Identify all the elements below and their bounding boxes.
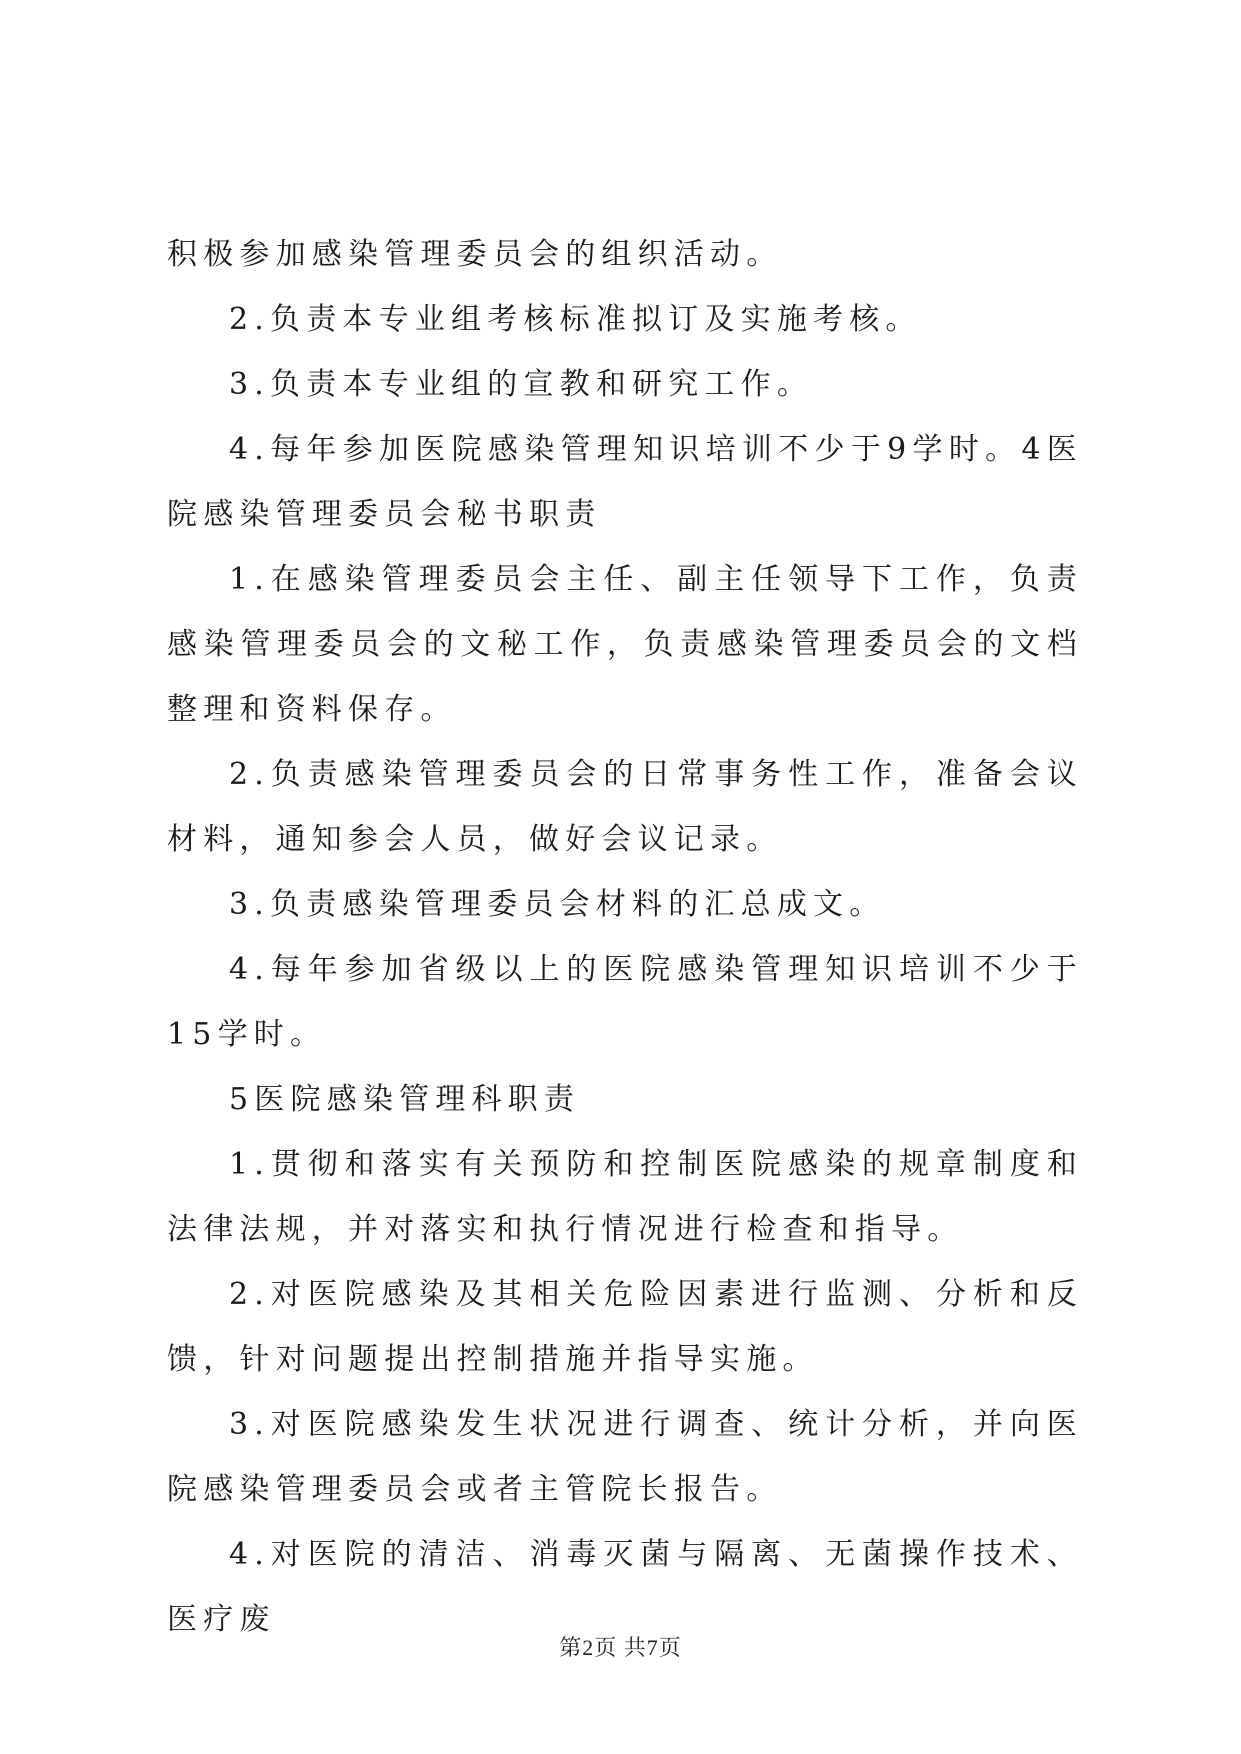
paragraph-5: 1.在感染管理委员会主任、副主任领导下工作，负责感染管理委员会的文秘工作，负责感染管理委员会的文档整理和资料保存。 <box>167 562 1083 727</box>
paragraph-2: 2.负责本专业组考核标准拟订及实施考核。 <box>229 302 922 337</box>
paragraph-11: 2.对医院感染及其相关危险因素进行监测、分析和反馈，针对问题提出控制措施并指导实施。 <box>167 1277 1083 1377</box>
paragraph-10: 1.贯彻和落实有关预防和控制医院感染的规章制度和法律法规，并对落实和执行情况进行检查和指导。 <box>167 1147 1083 1247</box>
paragraph-6: 2.负责感染管理委员会的日常事务性工作，准备会议材料，通知参会人员，做好会议记录。 <box>167 757 1083 857</box>
page-footer <box>0 1633 1241 1663</box>
paragraph-4: 4.每年参加医院感染管理知识培训不少于9学时。4医院感染管理委员会秘书职责 <box>167 432 1083 532</box>
document-body <box>167 222 1083 1652</box>
paragraph-13: 4.对医院的清洁、消毒灭菌与隔离、无菌操作技术、医疗废 <box>167 1537 1083 1637</box>
paragraph-3: 3.负责本专业组的宣教和研究工作。 <box>229 367 814 402</box>
paragraph-1: 积极参加感染管理委员会的组织活动。 <box>167 237 783 272</box>
paragraph-8: 4.每年参加省级以上的医院感染管理知识培训不少于15学时。 <box>167 952 1083 1052</box>
paragraph-7: 3.负责感染管理委员会材料的汇总成文。 <box>229 887 886 922</box>
section-heading: 5医院感染管理科职责 <box>229 1082 581 1117</box>
paragraph-12: 3.对医院感染发生状况进行调查、统计分析，并向医院感染管理委员会或者主管院长报告。 <box>167 1407 1083 1507</box>
page-number-label: 第2页 共7页 <box>559 1635 682 1660</box>
